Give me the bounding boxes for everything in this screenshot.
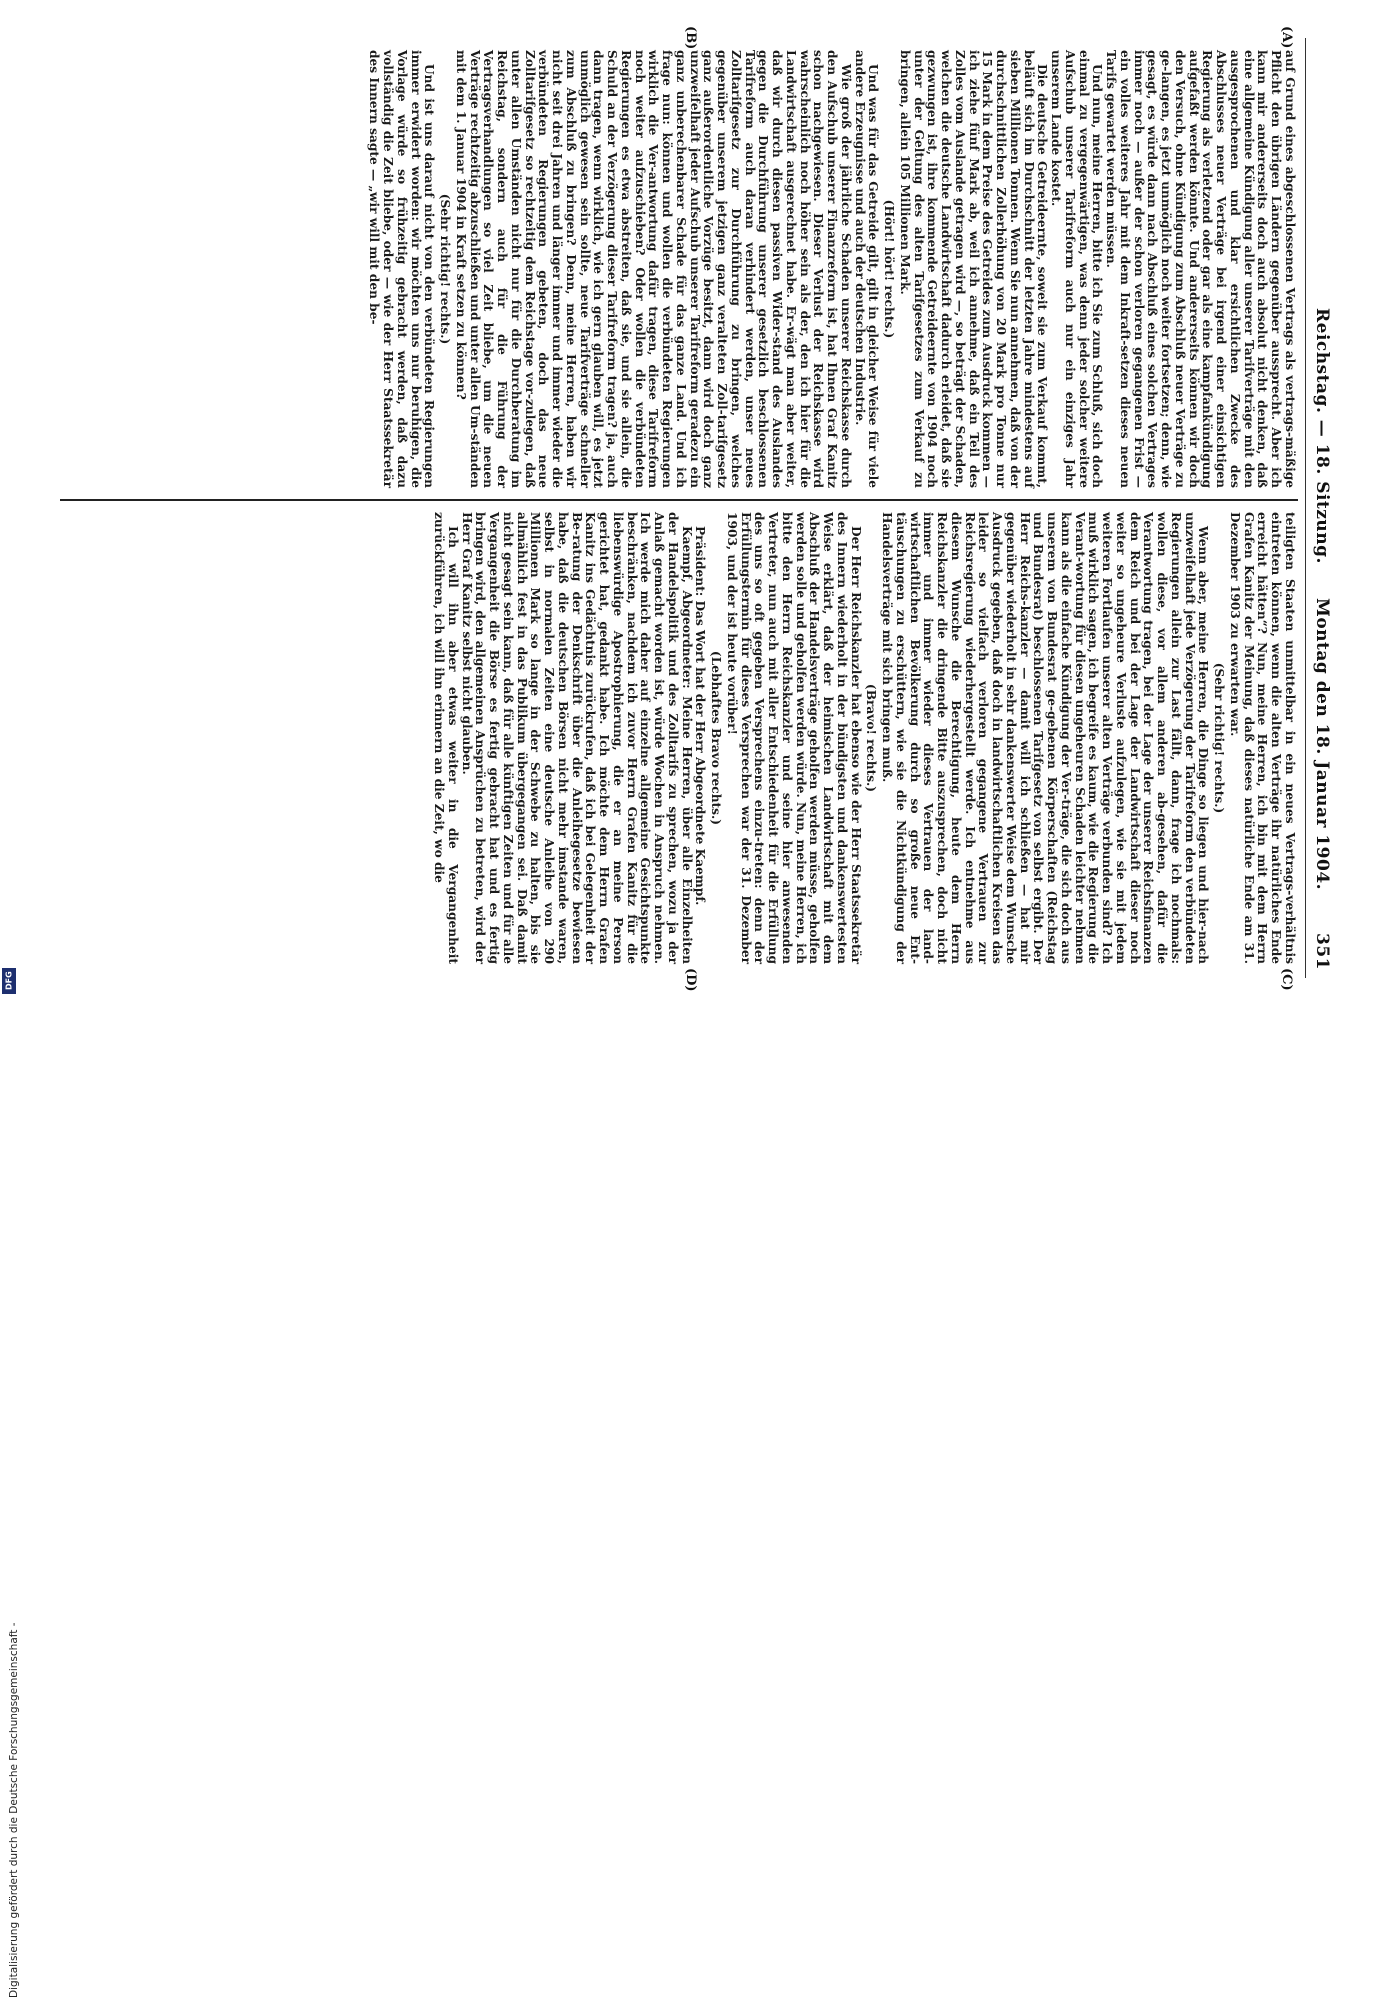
speaker-paragraph: Präsident: Das Wort hat der Herr Abgeordnete Kaempf. [693,526,708,906]
column-divider [60,499,1298,501]
left-column [367,50,1296,488]
paragraph: Und nun, meine Herren, bitte ich Sie zum Schluß, sich doch einmal zu vergegenwärtigen, was denn jeder solcher weitere Aufschub unserer Tarifreform auch nur ein einziges Jahr unserem Lande kostet. [1049,50,1105,488]
page-number: 351 [1312,933,1332,970]
paragraph: Ich will ihn aber etwas weiter in die Vergangenheit zurückführen, ich will ihn erinnern an die Zeit, wo die [432,512,460,964]
paragraph: Der Herr Reichskanzler hat ebenso wie der Herr Staatssekretär des Innern wiederholt in der bündigsten und dankenswertesten Weise erklärt, daß der heimischen Landwirtschaft mit dem Abschluß der Handelsverträge geholfen werden müsse, geholfen werden solle und geholfen werden würde. Nun, meine Herren, ich bitte den Herrn Reichskanzler und seine hier anwesenden Vertreter, nun auch mit aller Entschiedenheit für die Erfüllung des uns so oft gegeben Versprechens einzu-treten: denn der Erfüllungstermin für dieses Versprechen war der 31. Dezember 1903, und der ist heute vorüber! [725,512,863,964]
header-rule [1305,38,1306,978]
margin-marker-d: (D) [683,968,698,992]
paragraph: Und ist uns darauf nicht von den verbündeten Regierungen immer erwidert worden: wir möchten uns nur beruhigen, die Vorlage würde so frühzeitig gebracht werden, daß dazu vollständig die Zeit bliebe, oder — wie der Herr Staatssekretär des Innern sagte — „wir will mit den be- [367,50,437,488]
interjection: (Sehr richtig! rechts.) [1212,662,1227,814]
rotated-page-content [48,26,1338,992]
running-header [1308,38,1338,978]
paragraph: Und was für das Getreide gilt, gilt in gleicher Weise für viele andere Erzeugnisse und auch der deutschen Industrie. [852,50,881,488]
margin-marker-a: (A) [1279,26,1294,49]
header-right: Montag den 18. Januar 1904. [1312,598,1332,891]
interjection: (Sehr richtig! rechts.) [438,193,453,345]
funding-credit: Digitalisierung gefördert durch die Deutsche Forschungsgemeinschaft - [8,1622,20,1998]
margin-marker-b: (B) [683,26,698,50]
digitization-footer [6,998,22,1998]
speaker-paragraph: Kaempf, Abgeordneter: Meine Herren, über alle Einzelheiten der Handelspolitik und des Zolltarifs zu sprechen, wozu ja der Anlaß gemacht worden ist, würde Wochen in Anspruch nehmen. Ich werde mich daher auf einzelne allgemeine Gesichtspunkte beschränken, nachdem ich zuvor Herrn Grafen Kanitz für die liebenswürdige Apostrophierung, die er an meine Person gerichtet hat, gedankt habe. Ich möchte dem Herrn Grafen Kanitz ins Gedächtnis zurückrufen, daß ich bei Gelegenheit der Be-ratung der Denkschrift über die Anleihegesetze bewiesen habe, daß die deutschen Börsen nicht mehr imstande waren, selbst in normalen Zeiten eine deutsche Anleihe von 290 Millionen Mark so lange in der Schwebe zu halten, bis sie allmählich fest in das Publikum übergegangen sei. Daß damit nicht gesagt sein kann, daß für alle künftigen Zeiten und für alle Vergangenheit die Börse es fertig gebracht hat und es fertig bringen wird, den allgemeinen Ansprüchen zu betreten, wird der Herr Graf Kanitz selbst nicht glauben. [459,512,694,964]
paragraph: teiligten Staaten unmittelbar in ein neues Vertrags-verhältnis eintreten können, wenn die alten Verträge ihr natürliches Ende erreicht hätten“? Nun, meine Herren, ich bin mit dem Herrn Grafen Kanitz der Meinung, daß dieses natürliche Ende am 31. Dezember 1903 zu erwarten war. [1228,512,1297,964]
interjection: (Lebhaftes Bravo rechts.) [709,650,724,826]
interjection: (Bravo! rechts.) [864,683,879,793]
right-column [432,512,1297,964]
paragraph: Wie groß der jährliche Schaden unserer Reichskasse durch den Aufschub unserer Finanzreform ist, hat Ihnen Graf Kanitz schon nachgewiesen. Dieser Verlust der Reichskasse wird wahrscheinlich noch höher sein als der, den ich hier für die Landwirtschaft ausgerechnet habe. Er-wägt man aber weiter, daß wir durch diesen passiven Wider-stand des Auslandes gegen die Durchführung unserer gesetzlich beschlossenen Tarifreform auch daran verhindert werden, unser neues Zolltarifgesetz zur Durchführung zu bringen, welches gegenüber unserem jetzigen ganz veralteten Zoll-tarifgesetz ganz außerordentliche Vorzüge besitzt, dann wird doch ganz unzweifelhaft jeder Aufschub unserer Tarifreform geradezu ein ganz unberechenbarer Schade für das ganze Land. Und ich frage nun: können und wollen die verbündeten Regierungen wirklich die Ver-antwortung dafür tragen, diese Tarifreform noch weiter aufzuschieben? Oder wollen die verbündeten Regierungen es etwa abstreiten, daß sie, und sie allein, die Schuld an der Verzögerung dieser Tarifreform tragen? ja, auch dann tragen, wenn wirklich, wie ich gern glauben will, es jetzt unmöglich gewesen sein sollte, neue Tarifverträge schneller zum Abschluß zu bringen? Denn, meine Herren, haben wir nicht seit drei Jahren und länger immer und immer wieder die verbündeten Regierungen gebeten, doch das neue Zolltarifgesetz so rechtzeitig dem Reichstage vor-zulegen, daß unter allen Umständen nicht nur für die Durchberatung im Reichstag, sondern auch für die Führung der Vertragsverhandlungen so viel Zeit bliebe, um die neuen Verträge rechtzeitig abzuschließen und unter allen Um-ständen mit dem 1. Januar 1904 in Kraft setzen zu können? [454,50,853,488]
margin-marker-c: (C) [1279,968,1294,991]
paragraph: Die deutsche Getreideernte, soweit sie zum Verkauf kommt, beläuft sich im Durchschnitt der letzten Jahre mindestens auf sieben Millionen Tonnen. Wenn Sie nun annehmen, daß von der durchschnittlichen Zollerhöhung von 20 Mark pro Tonne nur 15 Mark in dem Preise des Getreides zum Ausdruck kommen — ich ziehe fünf Mark ab, weil ich annehme, daß ein Teil des Zolles vom Auslande getragen wird —, so beträgt der Schaden, welchen die deutsche Landwirtschaft dadurch erleidet, daß sie gezwungen ist, ihre kommende Getreideernte von 1904 noch unter der Geltung des alten Tarifgesetzes zum Verkauf zu bringen, allein 105 Millionen Mark. [898,50,1050,488]
dfg-logo: DFG [2,968,16,994]
interjection: (Hört! hört! rechts.) [882,199,897,339]
paragraph: Wenn aber, meine Herren, die Dinge so liegen und hier-nach unzweifelhaft jede Verzögerung der Tarifreform den verbündeten Regierungen allein zur Last fällt, dann, frage ich nochmals: wollen diese, vor allem anderen ab-gesehen, dafür die Verantwortung tragen, bei der Lage der unserer Reichsfinanzen dem Reich und bei der Lage der Landwirtschaft dieser noch weiter so ungeheure Verluste aufzulegen, wie sie mit jedem weiteren Fortlaufen unserer alten Verträge verbunden sind? Ich muß wirklich sagen, ich begreife es kaum, wie die Regierung die Verant-wortung für diesen ungeheuren Schaden leichter nehmen kann als die einfache Kündigung der Ver-träge, die sich doch aus unserem von Bundesrat ge-gebenen Körperschaften (Reichstag und Bundesrat) beschlossenen Tarifgesetz von selbst ergibt. Der Herr Reichs-kanzler — damit will ich schließen — hat mir gegenüber wiederholt in sehr dankenswerter Weise dem Wunsche Ausdruck gegeben, daß doch in landwirtschaftlichen Kreisen das leider so vielfach verloren gegangene Vertrauen zur Reichsregierung wiederhergestellt werde. Ich entnehme aus diesem Wunsche die Berechtigung, heute dem Herrn Reichskanzler die dringende Bitte auszusprechen, doch nicht immer und immer wieder dieses Vertrauen der land-wirtschaftlichen Bevölkerung durch so große neue Ent-täuschungen zu erschüttern, wie sie die Nichtkündigung der Handelsverträge mit sich bringen muß. [880,512,1211,964]
paragraph: auf Grund eines abgeschlossenen Vertrags als vertrags-mäßige Pflicht den übrigen Ländern gegenüber aussprecht. Aber ich kann mir andererseits doch auch absolut nicht denken, daß eine allgemeine Kündigung aller unserer Tarifverträge mit den ausgesprochenen und klar ersichtlichen Zwecke des Abschlusses neuer Verträge bei irgend einer einsichtigen Regierung als verletzend oder gar als eine kampfankündigung aufgefaßt werden könnte. Und andererseits können wir doch den Versuch, ohne Kündigung zum Abschluß neuer Verträge zu ge-langen, es jetzt unmöglich noch weiter fortsetzen; denn, wie gesagt, es würde dann nach Abschluß eines solchen Vertrages immer noch — außer der schon verloren gegangenen Frist — ein volles weiteres Jahr mit dem Inkraft-setzen dieses neuen Tarifs gewartet werden müssen. [1104,50,1297,488]
header-left: Reichstag. — 18. Sitzung. [1312,308,1332,564]
